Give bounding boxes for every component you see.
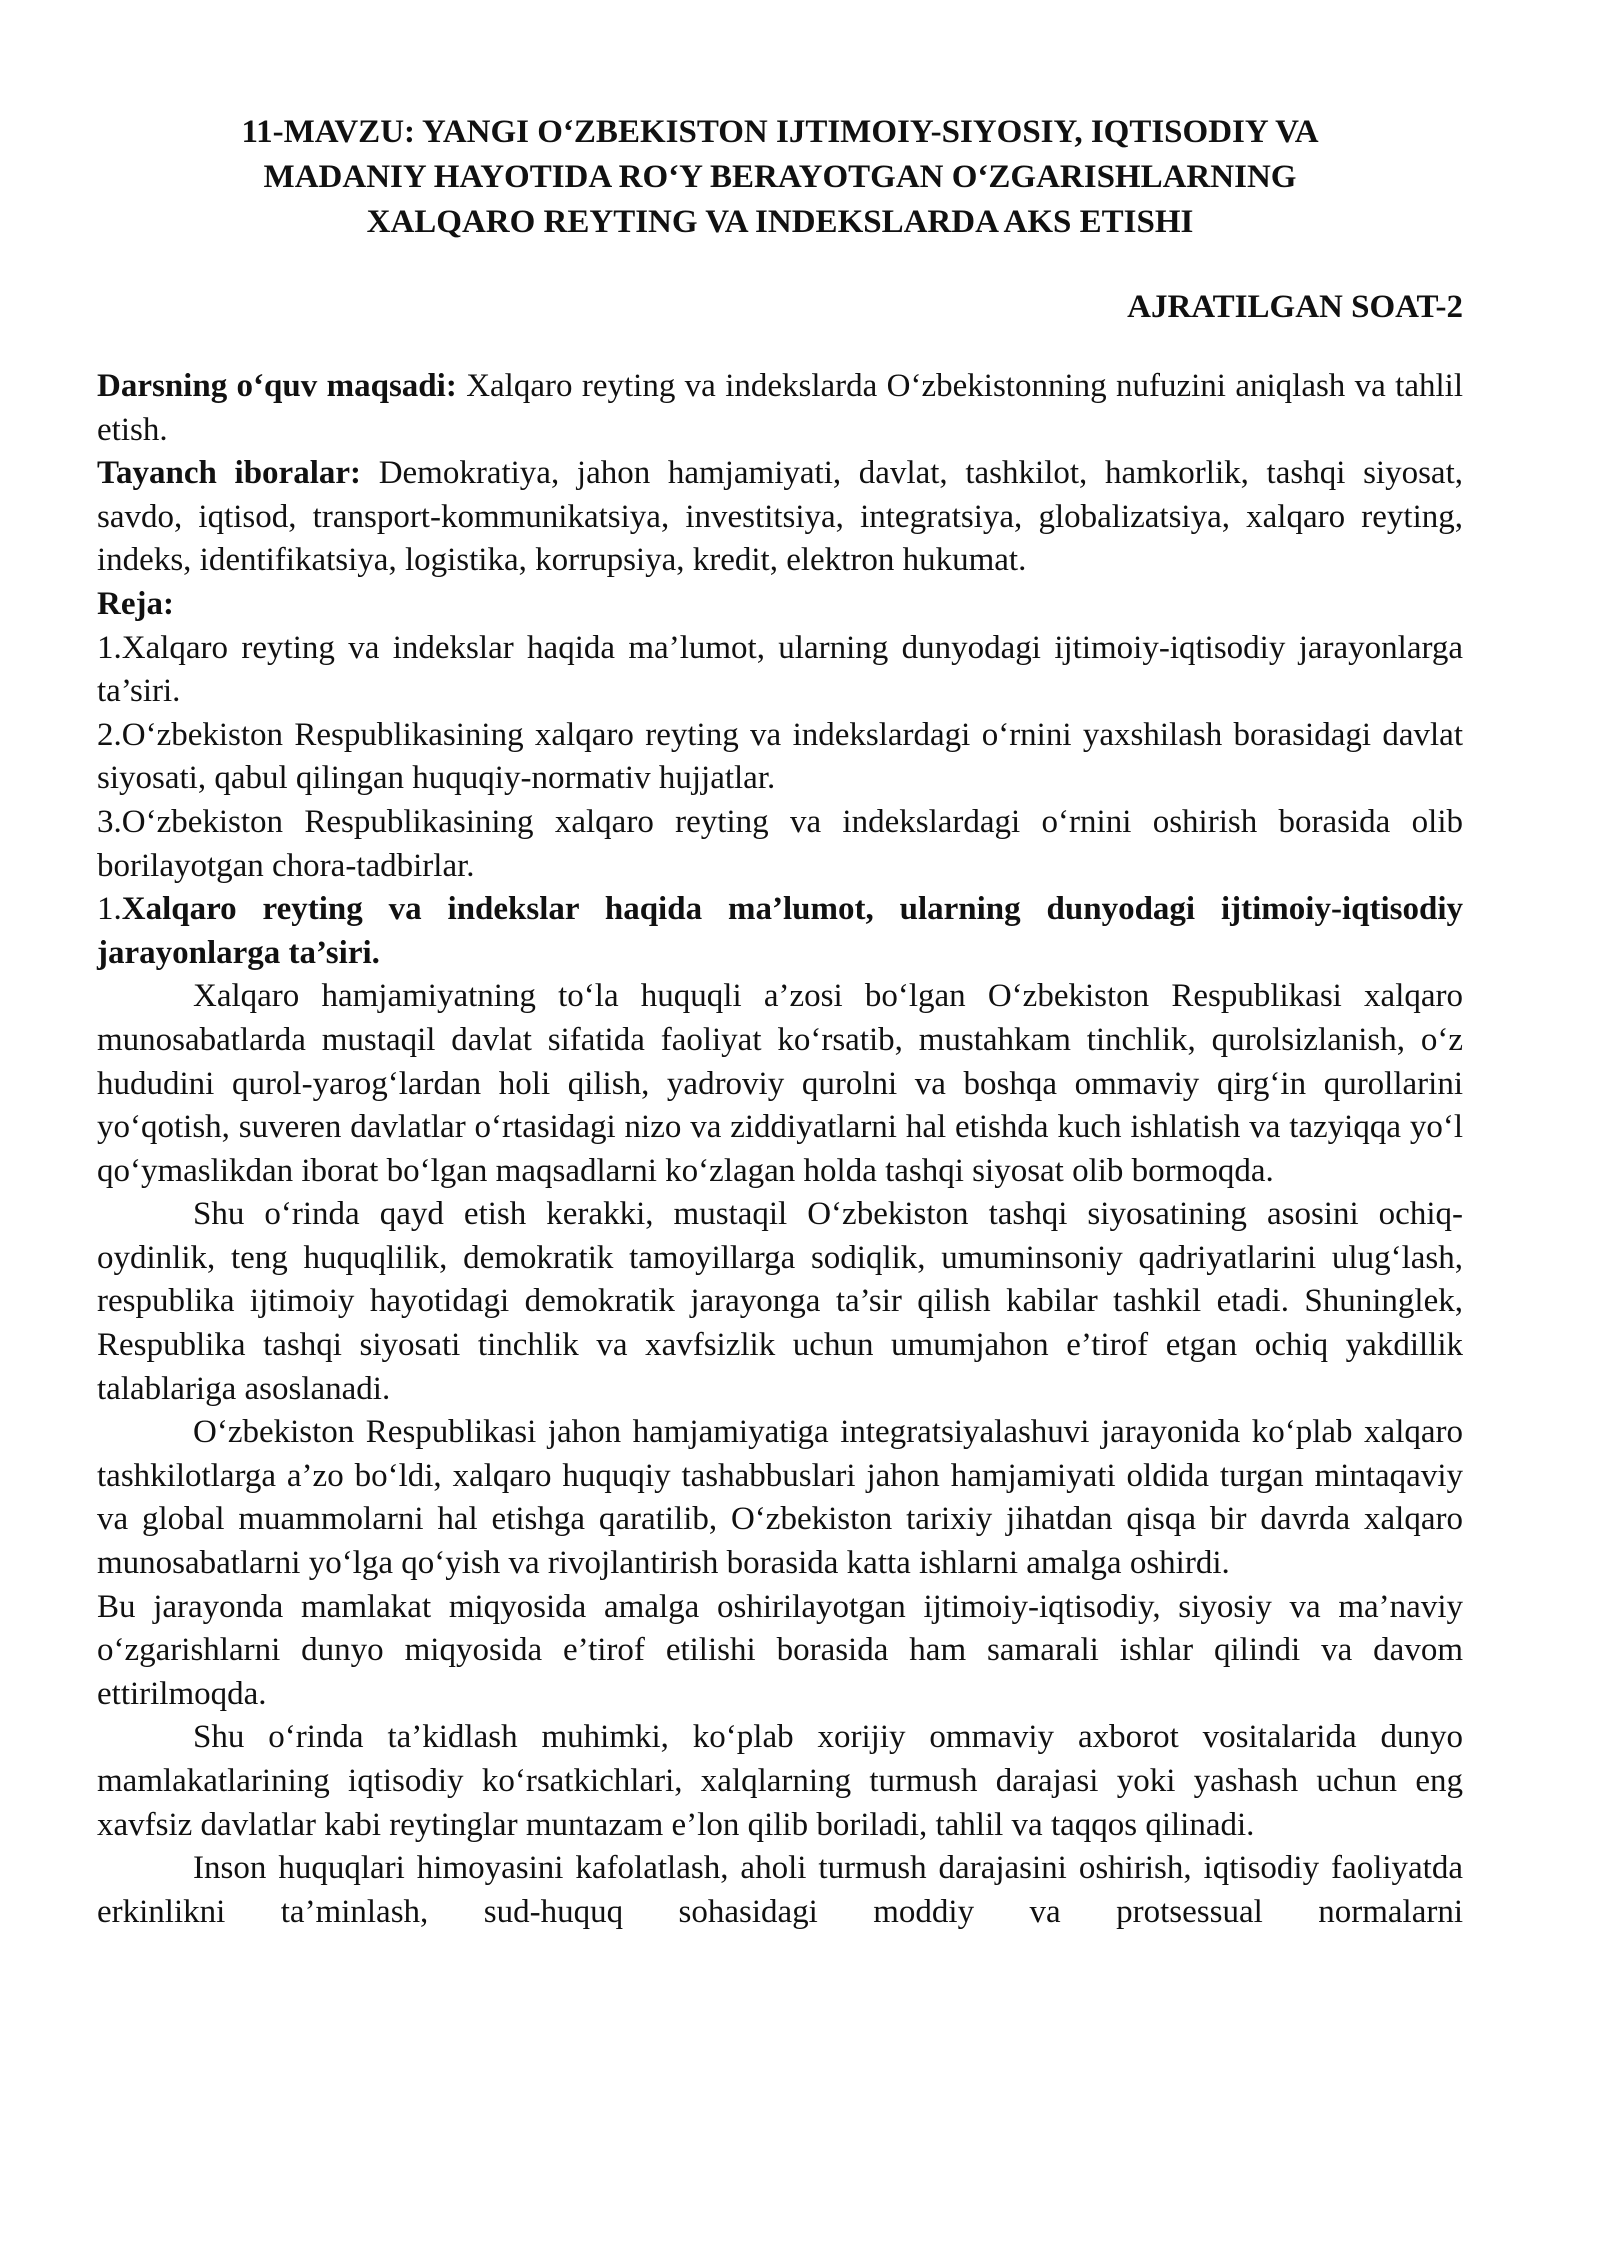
title-line-2: MADANIY HAYOTIDA RO‘Y BERAYOTGAN O‘ZGARISHLARNING xyxy=(263,159,1297,195)
paragraph-6: Inson huquqlari himoyasini kafolatlash, aholi turmush darajasini oshirish, iqtisodiy faoliyatda erkinlikni ta’minlash, sud-huquq sohasidagi moddiy va protsessual normalarni xyxy=(97,1850,1463,1930)
plan-item-1: 1.Xalqaro reyting va indekslar haqida ma’lumot, ularning dunyodagi ijtimoiy-iqtisodiy jarayonlarga ta’siri. xyxy=(97,629,1463,710)
paragraph-2: Shu o‘rinda qayd etish kerakki, mustaqil O‘zbekiston tashqi siyosatining asosini ochiq-oydinlik, teng huquqlilik, demokratik tamoyillarga sodiqlik, umuminsoniy qadriyatlarini ulug‘lash, respublika ijtimoiy hayotidagi demokratik jarayonga ta’sir qilish kabilar tashkil etadi. Shuninglek, Respublika tashqi siyosati tinchlik va xavfsizlik uchun umumjahon e’tirof etgan ochiq yakdillik talablariga asoslanadi. xyxy=(97,1196,1463,1407)
section-1-heading xyxy=(97,888,1463,975)
allocated-hours: AJRATILGAN SOAT-2 xyxy=(1127,289,1463,325)
plan-item-3: 3.O‘zbekiston Respublikasining xalqaro reyting va indekslardagi o‘rnini oshirish borasida olib borilayotgan chora-tadbirlar. xyxy=(97,803,1463,884)
plan-heading: Reja: xyxy=(97,585,174,622)
paragraph-5: Shu o‘rinda ta’kidlash muhimki, ko‘plab xorijiy ommaviy axborot vositalarida dunyo mamlakatlarining iqtisodiy ko‘rsatkichlari, xalqlarning turmush darajasi yoki yashash uchun eng xavfsiz davlatlar kabi reytinglar muntazam e’lon qilib boriladi, tahlil va taqqos qilinadi. xyxy=(97,1719,1463,1843)
lesson-goal-label: Darsning o‘quv maqsadi: xyxy=(97,368,457,404)
document-body xyxy=(97,365,1463,1934)
document-page xyxy=(97,110,1463,1934)
title-line-3: XALQARO REYTING VA INDEKSLARDA AKS ETISHI xyxy=(366,204,1194,240)
keywords xyxy=(97,452,1463,583)
keywords-label: Tayanch iboralar: xyxy=(97,455,361,492)
section-1-number: 1. xyxy=(97,891,122,928)
lesson-goal-text: Xalqaro reyting va indekslarda O‘zbekistonning nufuzini aniqlash va tahlil etish. xyxy=(97,368,1464,448)
paragraph-1: Xalqaro hamjamiyatning to‘la huquqli a’zosi bo‘lgan O‘zbekiston Respublikasi xalqaro munosabatlarda mustaqil davlat sifatida faoliyat ko‘rsatib, mustahkam tinchlik, qurolsizlanish, o‘z hududini qurol-yarog‘lardan holi qilish, yadroviy qurolni va boshqa ommaviy qirg‘in qurollarini yo‘qotish, suveren davlatlar o‘rtasidagi nizo va ziddiyatlarni hal etishda kuch ishlatish va tazyiqqa yo‘l qo‘ymaslikdan iborat bo‘lgan maqsadlarni ko‘zlagan holda tashqi siyosat olib bormoqda. xyxy=(97,978,1463,1189)
lesson-goal xyxy=(97,365,1463,452)
paragraph-4: Bu jarayonda mamlakat miqyosida amalga oshirilayotgan ijtimoiy-iqtisodiy, siyosiy va ma’naviy o‘zgarishlarni dunyo miqyosida e’tirof etilishi borasida ham samarali ishlar qilindi va davom ettirilmoqda. xyxy=(97,1588,1463,1712)
keywords-text: Demokratiya, jahon hamjamiyati, davlat, tashkilot, hamkorlik, tashqi siyosat, savdo, iqtisod, transport-kommunikatsiya, investitsiya, integratsiya, globalizatsiya, xalqaro reyting, indeks, identifikatsiya, logistika, korrupsiya, kredit, elektron hukumat. xyxy=(97,455,1463,579)
document-title xyxy=(97,110,1463,245)
paragraph-3: O‘zbekiston Respublikasi jahon hamjamiyatiga integratsiyalashuvi jarayonida ko‘plab xalqaro tashkilotlarga a’zo bo‘ldi, xalqaro huquqiy tashabbuslari jahon hamjamiyati oldida turgan mintaqaviy va global muammolarni hal etishga qaratilib, O‘zbekiston tarixiy jihatdan qisqa bir davrda xalqaro munosabatlarni yo‘lga qo‘yish va rivojlantirish borasida katta ishlarni amalga oshirdi. xyxy=(97,1414,1463,1582)
title-line-1: 11-MAVZU: YANGI O‘ZBEKISTON IJTIMOIY-SIYOSIY, IQTISODIY VA xyxy=(241,114,1319,150)
plan-item-2: 2.O‘zbekiston Respublikasining xalqaro reyting va indekslardagi o‘rnini yaxshilash borasidagi davlat siyosati, qabul qilingan huquqiy-normativ hujjatlar. xyxy=(97,716,1463,797)
section-1-title: Xalqaro reyting va indekslar haqida ma’lumot, ularning dunyodagi ijtimoiy-iqtisodiy jarayonlarga ta’siri. xyxy=(97,891,1463,971)
